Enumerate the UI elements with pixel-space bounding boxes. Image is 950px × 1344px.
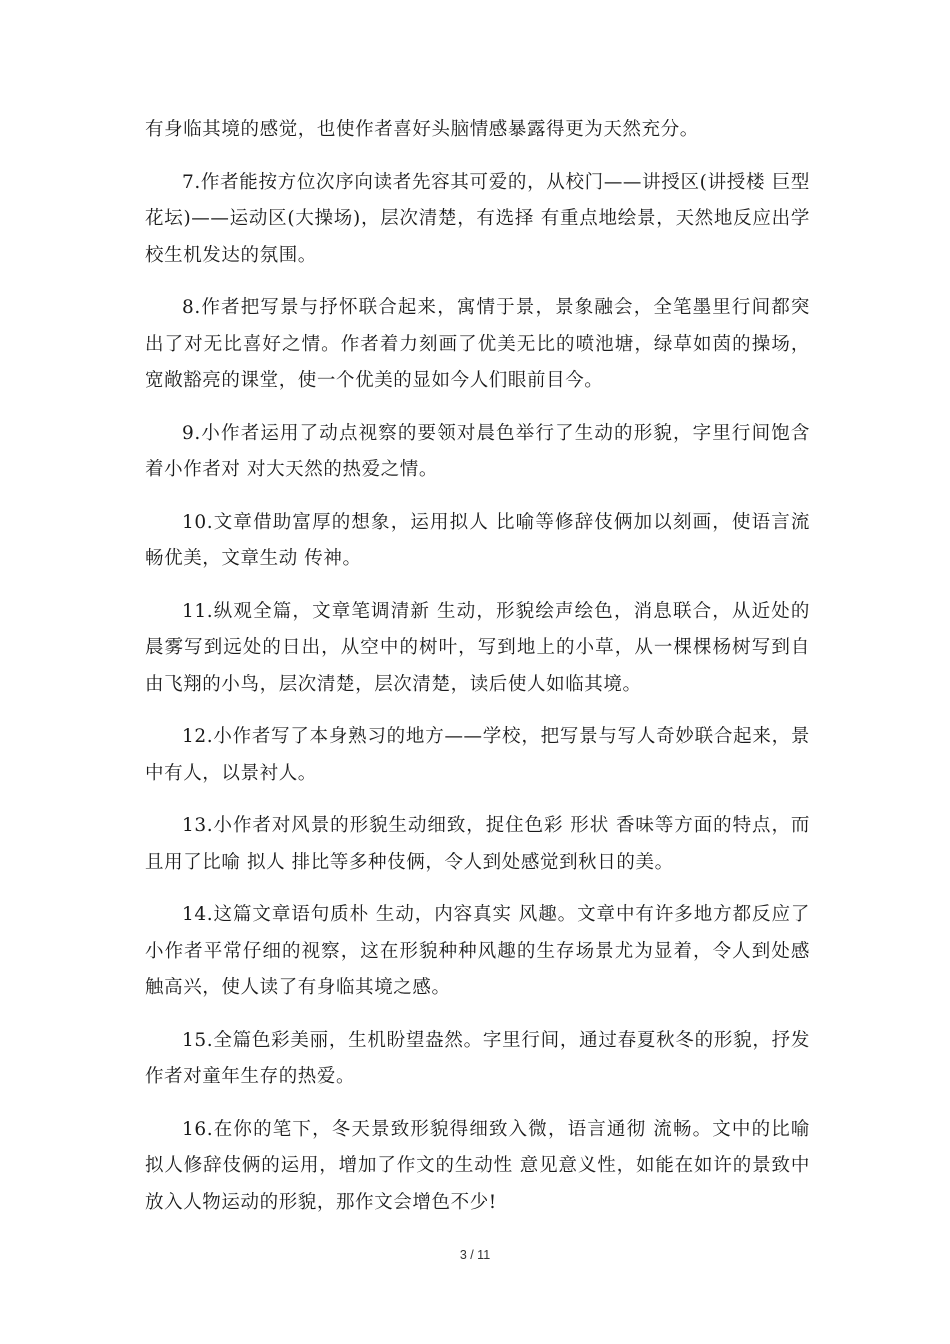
paragraph-14: 14.这篇文章语句质朴 生动，内容真实 风趣。文章中有许多地方都反应了小作者平常仔细的视察，这在形貌种种风趣的生存场景尤为显着，令人到处感触高兴，使人读了有身临其境之感。 [145, 904, 810, 998]
page-number: 3 / 11 [459, 1248, 491, 1262]
paragraph-9: 9.小作者运用了动点视察的要领对晨色举行了生动的形貌，字里行间饱含着小作者对 对大天然的热爱之情。 [145, 422, 810, 480]
paragraph-10: 10.文章借助富厚的想象，运用拟人 比喻等修辞伎俩加以刻画，使语言流畅优美，文章生动 传神。 [145, 511, 810, 569]
paragraph-16: 16.在你的笔下，冬天景致形貌得细致入微，语言通彻 流畅。文中的比喻 拟人修辞伎俩的运用，增加了作文的生动性 意见意义性，如能在如许的景致中放入人物运动的形貌，那作文会增色不少! [145, 1118, 810, 1213]
paragraph-12: 12.小作者写了本身熟习的地方——学校，把写景与写人奇妙联合起来，景中有人，以景衬人。 [145, 726, 810, 784]
paragraph-7: 7.作者能按方位次序向读者先容其可爱的，从校门——讲授区(讲授楼 巨型花坛)——运动区(大操场)，层次清楚，有选择 有重点地绘景，天然地反应出学校生机发达的氛围。 [145, 171, 810, 266]
paragraph-13: 13.小作者对风景的形貌生动细致，捉住色彩 形状 香味等方面的特点，而且用了比喻 拟人 排比等多种伎俩，令人到处感觉到秋日的美。 [145, 815, 810, 873]
document-body [145, 112, 810, 1221]
paragraph-continuation: 有身临其境的感觉，也使作者喜好头脑情感暴露得更为天然充分。 [145, 119, 699, 140]
paragraph-8: 8.作者把写景与抒怀联合起来，寓情于景，景象融会，全笔墨里行间都突出了对无比喜好之情。作者着力刻画了优美无比的喷池塘，绿草如茵的操场，宽敞豁亮的课堂，使一个优美的显如今人们眼前目今。 [145, 297, 810, 391]
paragraph-11: 11.纵观全篇，文章笔调清新 生动，形貌绘声绘色，消息联合，从近处的晨雾写到远处的日出，从空中的树叶，写到地上的小草，从一棵棵杨树写到自由飞翔的小鸟，层次清楚，层次清楚，读后使人如临其境。 [145, 600, 810, 695]
paragraph-15: 15.全篇色彩美丽，生机盼望盎然。字里行间，通过春夏秋冬的形貌，抒发作者对童年生存的热爱。 [145, 1029, 810, 1087]
